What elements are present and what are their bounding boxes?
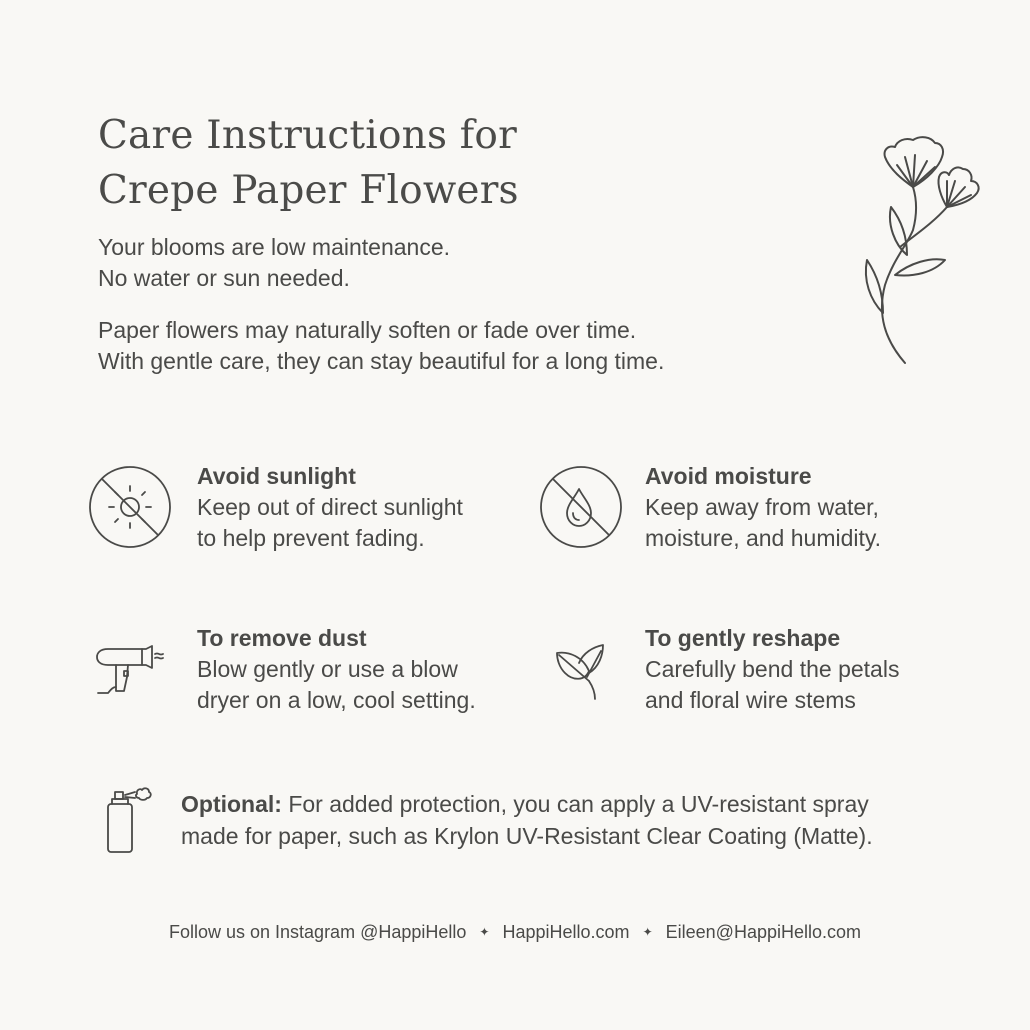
card-text-line: dryer on a low, cool setting. (197, 687, 476, 713)
card-text-line: Carefully bend the petals (645, 656, 900, 682)
footer (0, 922, 1030, 943)
optional-line-1 (181, 788, 873, 820)
footer-instagram-link[interactable]: Follow us on Instagram @HappiHello (168, 922, 467, 942)
card-text-line: to help prevent fading. (197, 525, 425, 551)
card-heading: To gently reshape (645, 625, 841, 651)
page-title (98, 108, 519, 218)
card-text-line: Keep out of direct sunlight (197, 494, 463, 520)
card-heading: Avoid moisture (645, 463, 812, 489)
intro-p2-line2: With gentle care, they can stay beautiful for a long time. (98, 348, 665, 374)
intro-paragraph-2 (98, 315, 664, 377)
spray-can-icon (105, 786, 155, 856)
card-heading: To remove dust (197, 625, 367, 651)
intro-p1-line1: Your blooms are low maintenance. (98, 234, 451, 260)
intro-p1-line2: No water or sun needed. (98, 265, 350, 291)
intro-text (98, 232, 664, 398)
card-text-line: Blow gently or use a blow (197, 656, 458, 682)
intro-paragraph-1 (98, 232, 664, 294)
flower-illustration-icon (855, 135, 990, 375)
card-text-line: Keep away from water, (645, 494, 879, 520)
no-sun-icon (88, 465, 172, 549)
sparkle-separator-icon: ✦ (642, 925, 653, 939)
sparkle-separator-icon: ✦ (479, 925, 490, 939)
card-text-line: moisture, and humidity. (645, 525, 882, 551)
optional-line-2: made for paper, such as Krylon UV-Resistant Clear Coating (Matte). (181, 823, 873, 849)
intro-p2-line1: Paper flowers may naturally soften or fade over time. (98, 317, 637, 343)
optional-label: Optional: (181, 791, 282, 817)
hair-dryer-icon (88, 641, 168, 711)
title-line-1: Care Instructions for (98, 113, 517, 158)
card-heading: Avoid sunlight (197, 463, 356, 489)
leaf-icon (555, 641, 607, 701)
card-text-line: and floral wire stems (645, 687, 856, 713)
optional-note (181, 788, 873, 852)
title-line-2: Crepe Paper Flowers (98, 168, 519, 213)
optional-line-1-text: For added protection, you can apply a UV-resistant spray (281, 791, 869, 817)
footer-email-link[interactable]: Eileen@HappiHello.com (665, 922, 862, 942)
no-water-drop-icon (539, 465, 623, 549)
footer-website-link[interactable]: HappiHello.com (502, 922, 630, 942)
